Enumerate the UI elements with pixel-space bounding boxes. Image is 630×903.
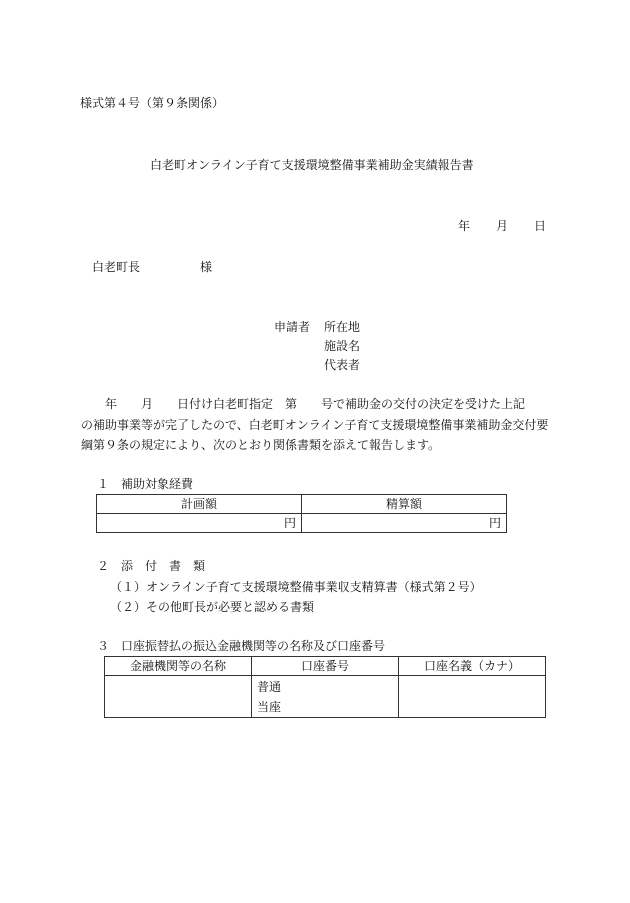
table-header-row <box>105 657 546 676</box>
body-line: の補助事業等が完了したので、白老町オンライン子育て支援環境整備事業補助金交付要 <box>81 417 549 432</box>
bank-name-cell <box>105 676 252 718</box>
account-holder-header: 口座名義（カナ） <box>399 657 546 676</box>
bank-account-table <box>104 656 546 718</box>
date-month: 月 <box>496 219 509 233</box>
table-header-row <box>97 495 507 514</box>
account-number-cell <box>252 676 399 718</box>
document-title: 白老町オンライン子育て支援環境整備事業補助金実績報告書 <box>150 158 474 172</box>
planned-amount-header: 計画額 <box>97 495 302 514</box>
planned-amount-cell: 円 <box>97 514 302 533</box>
date-day: 日 <box>534 219 547 233</box>
section3-heading: ３ 口座振替払の振込金融機関等の名称及び口座番号 <box>97 639 386 653</box>
bank-name-header: 金融機関等の名称 <box>105 657 252 676</box>
attachment-item-1: （１）オンライン子育て支援環境整備事業収支精算書（様式第２号） <box>110 580 482 594</box>
body-line: 綱第９条の規定により、次のとおり関係書類を添えて報告します。 <box>81 438 441 452</box>
addressee-honorific: 様 <box>200 260 213 274</box>
date-year: 年 <box>458 219 471 233</box>
expense-table <box>96 494 507 533</box>
applicant-facility-label: 施設名 <box>324 339 361 353</box>
settled-amount-cell: 円 <box>302 514 507 533</box>
section2-heading: ２ 添 付 書 類 <box>97 559 206 573</box>
settled-amount-header: 精算額 <box>302 495 507 514</box>
applicant-address-label: 所在地 <box>324 320 361 334</box>
form-number: 様式第４号（第９条関係） <box>80 96 225 110</box>
addressee-name: 白老町長 <box>92 260 141 274</box>
account-type-ordinary: 普通 <box>257 680 282 694</box>
attachment-item-2: （２）その他町長が必要と認める書類 <box>110 600 315 614</box>
applicant-label: 申請者 <box>274 320 311 334</box>
applicant-representative-label: 代表者 <box>324 358 361 372</box>
account-number-header: 口座番号 <box>252 657 399 676</box>
account-type-current: 当座 <box>257 700 282 714</box>
table-row <box>97 514 507 533</box>
body-line: 年 月 日付け白老町指定 第 号で補助金の交付の決定を受けた上記 <box>81 397 526 411</box>
account-holder-cell <box>399 676 546 718</box>
body-paragraph <box>81 394 554 456</box>
table-row <box>105 676 546 718</box>
section1-heading: １ 補助対象経費 <box>97 477 194 491</box>
